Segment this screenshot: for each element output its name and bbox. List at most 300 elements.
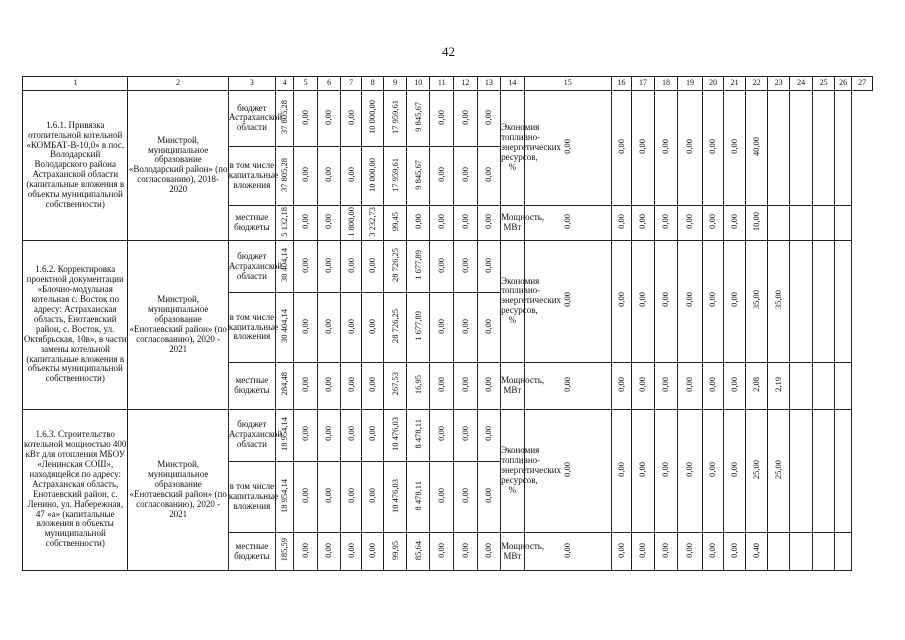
value-cell xyxy=(430,205,454,240)
value-cell xyxy=(341,205,361,240)
indicator-value: 0,00 xyxy=(707,138,718,154)
value-cell xyxy=(341,462,361,533)
value-text: 0,00 xyxy=(483,257,494,273)
value-text: 0,00 xyxy=(436,542,447,558)
value-cell xyxy=(477,533,501,571)
value-text: 9 845,67 xyxy=(412,102,423,132)
indicator-value: 0,00 xyxy=(615,376,626,392)
indicator-cell xyxy=(834,205,851,240)
column-header: 16 xyxy=(611,77,631,91)
value-cell xyxy=(406,462,430,533)
value-cell xyxy=(294,147,318,206)
indicator-value: 0,00 xyxy=(615,292,626,308)
column-header: 2 xyxy=(128,77,228,91)
indicator-cell xyxy=(834,533,851,571)
funding-source: бюджет Астраханской области xyxy=(228,241,275,293)
value-cell xyxy=(317,205,341,240)
value-cell xyxy=(317,293,341,362)
indicator-cell xyxy=(745,205,768,240)
column-header: 15 xyxy=(524,77,611,91)
column-header: 3 xyxy=(228,77,275,91)
value-text: 0,00 xyxy=(483,318,494,334)
column-header: 10 xyxy=(406,77,430,91)
column-header: 13 xyxy=(477,77,501,91)
value-cell xyxy=(430,147,454,206)
funding-source: бюджет Астраханской области xyxy=(228,409,275,461)
value-cell xyxy=(477,90,501,147)
indicator-cell xyxy=(654,362,678,409)
indicator-cell xyxy=(678,409,703,533)
value-text: 0,00 xyxy=(299,426,310,442)
indicator-cell xyxy=(632,409,655,533)
indicator-cell xyxy=(834,409,851,533)
value-cell xyxy=(275,533,293,571)
value-text: 0,00 xyxy=(459,542,470,558)
indicator-cell xyxy=(789,205,813,240)
indicator-cell xyxy=(789,90,813,205)
indicator-value: 0,00 xyxy=(728,214,739,229)
value-cell xyxy=(294,362,318,409)
value-cell xyxy=(275,147,293,206)
indicator-value: 0,00 xyxy=(707,542,718,558)
indicator-value: 0,00 xyxy=(684,292,695,308)
value-cell xyxy=(294,205,318,240)
indicator-cell xyxy=(524,533,611,571)
value-text: 10 476,03 xyxy=(389,416,400,451)
funding-source: в том числе капитальные вложения xyxy=(228,147,275,206)
value-cell xyxy=(317,462,341,533)
value-text: 1 800,00 xyxy=(345,206,356,237)
indicator-cell xyxy=(702,533,724,571)
value-text: 0,00 xyxy=(459,167,470,182)
indicator-cell xyxy=(678,241,703,362)
column-header: 5 xyxy=(294,77,318,91)
value-text: 0,00 xyxy=(366,426,377,442)
value-cell xyxy=(294,533,318,571)
indicator-cell xyxy=(632,241,655,362)
indicator-cell xyxy=(745,409,768,533)
value-text: 0,00 xyxy=(323,318,334,334)
indicator-cell xyxy=(789,533,813,571)
value-cell xyxy=(430,362,454,409)
indicator-value: 0,00 xyxy=(660,292,671,308)
value-cell xyxy=(341,147,361,206)
column-header: 7 xyxy=(341,77,361,91)
value-text: 0,00 xyxy=(323,426,334,442)
value-cell xyxy=(477,462,501,533)
value-text: 5 132,18 xyxy=(278,206,289,237)
indicator-cell xyxy=(678,90,703,205)
value-cell xyxy=(384,362,407,409)
value-cell xyxy=(477,293,501,362)
value-text: 0,00 xyxy=(436,257,447,273)
value-text: 0,00 xyxy=(459,426,470,442)
value-text: 0,00 xyxy=(459,109,470,125)
column-header: 23 xyxy=(768,77,790,91)
column-header: 25 xyxy=(813,77,835,91)
indicator-cell xyxy=(611,409,631,533)
value-text: 0,00 xyxy=(366,542,377,558)
column-header: 27 xyxy=(852,77,873,91)
value-cell xyxy=(341,241,361,293)
value-text: 0,00 xyxy=(299,257,310,273)
value-cell xyxy=(361,147,384,206)
indicator-cell xyxy=(654,205,678,240)
indicator-value: 0,00 xyxy=(684,214,695,229)
value-cell xyxy=(477,241,501,293)
column-header: 21 xyxy=(724,77,746,91)
value-cell xyxy=(384,241,407,293)
indicator-value: 0,00 xyxy=(728,138,739,154)
value-text: 267,53 xyxy=(389,372,400,396)
value-text: 0,00 xyxy=(299,376,310,392)
indicator-cell xyxy=(745,362,768,409)
indicator-cell xyxy=(654,533,678,571)
value-text: 0,00 xyxy=(366,318,377,334)
value-cell xyxy=(477,362,501,409)
value-text: 30 404,14 xyxy=(278,309,289,343)
value-text: 0,00 xyxy=(345,488,356,504)
indicator-value: 0,00 xyxy=(615,542,626,558)
indicator-cell xyxy=(768,205,790,240)
funding-source: местные бюджеты xyxy=(228,533,275,571)
value-text: 0,00 xyxy=(323,167,334,182)
column-header: 18 xyxy=(654,77,678,91)
indicator-cell xyxy=(768,533,790,571)
value-text: 0,00 xyxy=(459,318,470,334)
value-text: 0,00 xyxy=(459,214,470,229)
column-header: 12 xyxy=(454,77,478,91)
table-row xyxy=(23,409,873,461)
project-executor: Минстрой, муниципальное образование «Енотаевский район» (по согласованию), 2020 - 2021 xyxy=(128,241,228,410)
value-cell xyxy=(361,205,384,240)
value-cell xyxy=(294,409,318,461)
indicator-cell xyxy=(654,409,678,533)
value-cell xyxy=(406,90,430,147)
indicator-value: 0,00 xyxy=(615,138,626,154)
value-text: 99,95 xyxy=(389,540,400,560)
table-row xyxy=(23,90,873,147)
indicator-value: 25,00 xyxy=(772,459,783,480)
value-cell xyxy=(341,409,361,461)
project-description: 1.6.1. Привязка отопительной котельной «КОМБАТ-В-10,0» в пос. Володарский Володарского района Астраханской области (капитальные вложения в объекты муниципальной собственности) xyxy=(23,90,128,240)
indicator-value: 40,00 xyxy=(750,136,761,156)
value-cell xyxy=(317,533,341,571)
value-cell xyxy=(275,293,293,362)
indicator-cell xyxy=(724,533,746,571)
indicator-cell xyxy=(834,362,851,409)
indicator-cell xyxy=(724,241,746,362)
value-text: 0,00 xyxy=(483,109,494,125)
indicator-name: Экономия топливно-энергетических ресурсов, % xyxy=(501,90,525,205)
value-text: 0,00 xyxy=(436,167,447,182)
value-cell xyxy=(454,293,478,362)
indicator-cell xyxy=(745,533,768,571)
indicator-value: 0,00 xyxy=(684,376,695,392)
value-cell xyxy=(361,241,384,293)
value-text: 0,00 xyxy=(323,257,334,273)
indicator-cell xyxy=(611,241,631,362)
indicator-cell xyxy=(632,90,655,205)
indicator-value: 0,00 xyxy=(562,214,573,229)
value-cell xyxy=(317,241,341,293)
value-text: 0,00 xyxy=(483,376,494,392)
value-text: 30 404,14 xyxy=(278,248,289,283)
indicator-value: 0,00 xyxy=(660,462,671,477)
indicator-value: 0,00 xyxy=(660,542,671,558)
value-text: 16,95 xyxy=(412,374,423,394)
indicator-cell xyxy=(632,205,655,240)
indicator-cell xyxy=(789,409,813,533)
value-text: 18 954,14 xyxy=(278,416,289,451)
value-cell xyxy=(477,147,501,206)
indicator-value: 0,00 xyxy=(637,376,648,392)
funding-source: в том числе капитальные вложения xyxy=(228,293,275,362)
value-text: 0,00 xyxy=(366,376,377,392)
value-text: 0,00 xyxy=(345,376,356,392)
indicator-cell xyxy=(813,90,835,205)
indicator-cell xyxy=(654,241,678,362)
indicator-value: 0,00 xyxy=(637,542,648,558)
indicator-value: 0,00 xyxy=(660,376,671,392)
indicator-name: Экономия топливно-энергетических ресурсов, % xyxy=(501,241,525,362)
value-cell xyxy=(454,90,478,147)
value-cell xyxy=(406,205,430,240)
indicator-value: 0,00 xyxy=(637,214,648,229)
indicator-cell xyxy=(724,205,746,240)
value-cell xyxy=(477,205,501,240)
indicator-cell xyxy=(834,241,851,362)
indicator-cell xyxy=(768,90,790,205)
value-text: 0,00 xyxy=(436,109,447,125)
indicator-cell xyxy=(702,205,724,240)
value-cell xyxy=(454,362,478,409)
indicator-value: 0,00 xyxy=(660,214,671,229)
column-header: 14 xyxy=(501,77,525,91)
value-cell xyxy=(275,462,293,533)
indicator-value: 0,00 xyxy=(684,462,695,477)
indicator-cell xyxy=(611,362,631,409)
value-text: 0,00 xyxy=(483,488,494,504)
funding-source: в том числе капитальные вложения xyxy=(228,462,275,533)
value-cell xyxy=(454,205,478,240)
value-text: 0,00 xyxy=(366,488,377,504)
indicator-cell xyxy=(834,90,851,205)
indicator-cell xyxy=(678,362,703,409)
indicator-cell xyxy=(813,362,835,409)
indicator-cell xyxy=(789,241,813,362)
indicator-cell xyxy=(702,90,724,205)
indicator-value: 0,00 xyxy=(707,462,718,477)
value-cell xyxy=(406,533,430,571)
table-row xyxy=(23,241,873,293)
value-cell xyxy=(384,533,407,571)
indicator-value: 0,00 xyxy=(728,542,739,558)
page-number: 42 xyxy=(442,44,455,59)
indicator-cell xyxy=(724,409,746,533)
value-cell xyxy=(341,90,361,147)
funding-source: бюджет Астраханской области xyxy=(228,90,275,147)
column-header: 19 xyxy=(678,77,703,91)
indicator-value: 0,00 xyxy=(684,542,695,558)
value-text: 85,64 xyxy=(412,540,423,560)
value-text: 0,00 xyxy=(345,542,356,558)
value-text: 9 845,67 xyxy=(412,159,423,190)
value-cell xyxy=(361,362,384,409)
value-cell xyxy=(454,241,478,293)
indicator-value: 0,00 xyxy=(562,376,573,392)
value-cell xyxy=(406,409,430,461)
value-cell xyxy=(430,293,454,362)
value-cell xyxy=(317,362,341,409)
indicator-value: 0,00 xyxy=(637,292,648,308)
indicator-cell xyxy=(702,362,724,409)
value-cell xyxy=(294,462,318,533)
column-header: 6 xyxy=(317,77,341,91)
value-cell xyxy=(361,90,384,147)
value-cell xyxy=(294,241,318,293)
value-text: 1 677,89 xyxy=(412,311,423,341)
value-text: 0,00 xyxy=(459,257,470,273)
indicator-value: 0,00 xyxy=(707,292,718,308)
indicator-cell xyxy=(632,362,655,409)
indicator-value: 0,00 xyxy=(615,214,626,229)
indicator-cell xyxy=(813,241,835,362)
value-cell xyxy=(454,533,478,571)
indicator-value: 0,00 xyxy=(707,376,718,392)
indicator-cell xyxy=(724,362,746,409)
indicator-cell xyxy=(813,409,835,533)
indicator-name: Мощность, МВт xyxy=(501,533,525,571)
value-text: 0,00 xyxy=(299,214,310,229)
value-text: 0,00 xyxy=(299,318,310,334)
value-text: 0,00 xyxy=(483,214,494,229)
value-cell xyxy=(361,533,384,571)
value-text: 37 805,28 xyxy=(278,157,289,192)
value-cell xyxy=(430,533,454,571)
indicator-cell xyxy=(632,533,655,571)
value-cell xyxy=(430,409,454,461)
column-header: 26 xyxy=(834,77,851,91)
column-header: 24 xyxy=(789,77,813,91)
value-cell xyxy=(406,293,430,362)
column-header: 20 xyxy=(702,77,724,91)
indicator-value: 0,00 xyxy=(562,542,573,558)
value-text: 0,00 xyxy=(345,167,356,182)
indicator-value: 0,00 xyxy=(728,376,739,392)
project-description: 1.6.2. Корректировка проектной документации «Блочно-модульная котельная с. Восток по адресу: Астраханская область, Енотаевский район, с. Восток, ул. Октябрьская, 10в», в части замены котельной (капитальные вложения в объекты муниципальной собственности) xyxy=(23,241,128,410)
value-cell xyxy=(361,409,384,461)
value-cell xyxy=(275,362,293,409)
indicator-cell xyxy=(524,362,611,409)
indicator-cell xyxy=(768,241,790,362)
value-cell xyxy=(384,90,407,147)
value-text: 0,00 xyxy=(345,257,356,273)
value-text: 0,00 xyxy=(483,167,494,182)
value-text: 10 000,00 xyxy=(366,99,377,134)
value-text: 0,00 xyxy=(483,426,494,442)
indicator-cell xyxy=(745,90,768,205)
indicator-value: 35,00 xyxy=(750,290,761,310)
value-cell xyxy=(454,147,478,206)
value-cell xyxy=(294,90,318,147)
project-executor: Минстрой, муниципальное образование «Володарский район» (по согласованию), 2018-2020 xyxy=(128,90,228,240)
indicator-cell xyxy=(768,409,790,533)
value-text: 0,00 xyxy=(366,257,377,273)
value-text: 0,00 xyxy=(323,214,334,229)
indicator-value: 0,00 xyxy=(684,138,695,154)
value-text: 0,00 xyxy=(436,318,447,334)
value-text: 0,00 xyxy=(436,488,447,504)
value-text: 8 478,11 xyxy=(412,480,423,511)
value-text: 0,00 xyxy=(345,426,356,442)
value-cell xyxy=(341,293,361,362)
value-text: 284,48 xyxy=(278,372,289,396)
value-cell xyxy=(430,462,454,533)
value-text: 0,00 xyxy=(483,542,494,558)
indicator-value: 0,00 xyxy=(637,462,648,477)
header-row xyxy=(23,77,873,91)
indicator-name: Экономия топливно-энергетических ресурсов, % xyxy=(501,409,525,533)
value-text: 185,59 xyxy=(278,538,289,562)
indicator-cell xyxy=(654,90,678,205)
indicator-cell xyxy=(813,205,835,240)
column-header: 1 xyxy=(23,77,128,91)
value-text: 0,00 xyxy=(345,109,356,125)
indicator-value: 35,00 xyxy=(772,290,783,310)
value-text: 17 959,61 xyxy=(389,157,400,192)
indicator-name: Мощность, МВт xyxy=(501,362,525,409)
value-cell xyxy=(454,462,478,533)
value-text: 28 726,25 xyxy=(389,248,400,283)
indicator-value: 0,00 xyxy=(707,214,718,229)
value-text: 0,00 xyxy=(323,109,334,125)
indicator-cell xyxy=(768,362,790,409)
value-cell xyxy=(361,462,384,533)
indicator-cell xyxy=(745,241,768,362)
value-text: 0,00 xyxy=(323,376,334,392)
indicator-name: Мощность, МВт xyxy=(501,205,525,240)
value-text: 0,00 xyxy=(323,488,334,504)
indicator-value: 25,00 xyxy=(750,459,761,480)
funding-source: местные бюджеты xyxy=(228,205,275,240)
value-text: 10 476,03 xyxy=(389,478,400,513)
indicator-cell xyxy=(702,241,724,362)
value-cell xyxy=(384,205,407,240)
indicator-value: 0,00 xyxy=(637,138,648,154)
value-cell xyxy=(341,533,361,571)
project-description: 1.6.3. Строительство котельной мощностью 400 кВт для отопления МБОУ «Ленинская СОШ», находящейся по адресу: Астраханская область, Енотаевский район, с. Ленино, ул. Набережная, 47 «а» (капитальные вложения в объекты муниципальной собственности) xyxy=(23,409,128,570)
value-cell xyxy=(384,147,407,206)
value-cell xyxy=(406,241,430,293)
value-cell xyxy=(317,90,341,147)
indicator-cell xyxy=(678,533,703,571)
value-cell xyxy=(430,241,454,293)
indicator-cell xyxy=(813,533,835,571)
value-text: 0,00 xyxy=(436,376,447,392)
indicator-cell xyxy=(611,90,631,205)
indicator-value: 0,00 xyxy=(562,292,573,308)
indicator-value: 0,00 xyxy=(615,462,626,477)
value-text: 10 000,00 xyxy=(366,157,377,192)
value-text: 0,00 xyxy=(436,426,447,442)
value-cell xyxy=(477,409,501,461)
value-text: 0,00 xyxy=(459,488,470,504)
value-cell xyxy=(317,409,341,461)
column-header: 8 xyxy=(361,77,384,91)
value-text: 18 954,14 xyxy=(278,478,289,513)
value-text: 0,00 xyxy=(412,214,423,229)
